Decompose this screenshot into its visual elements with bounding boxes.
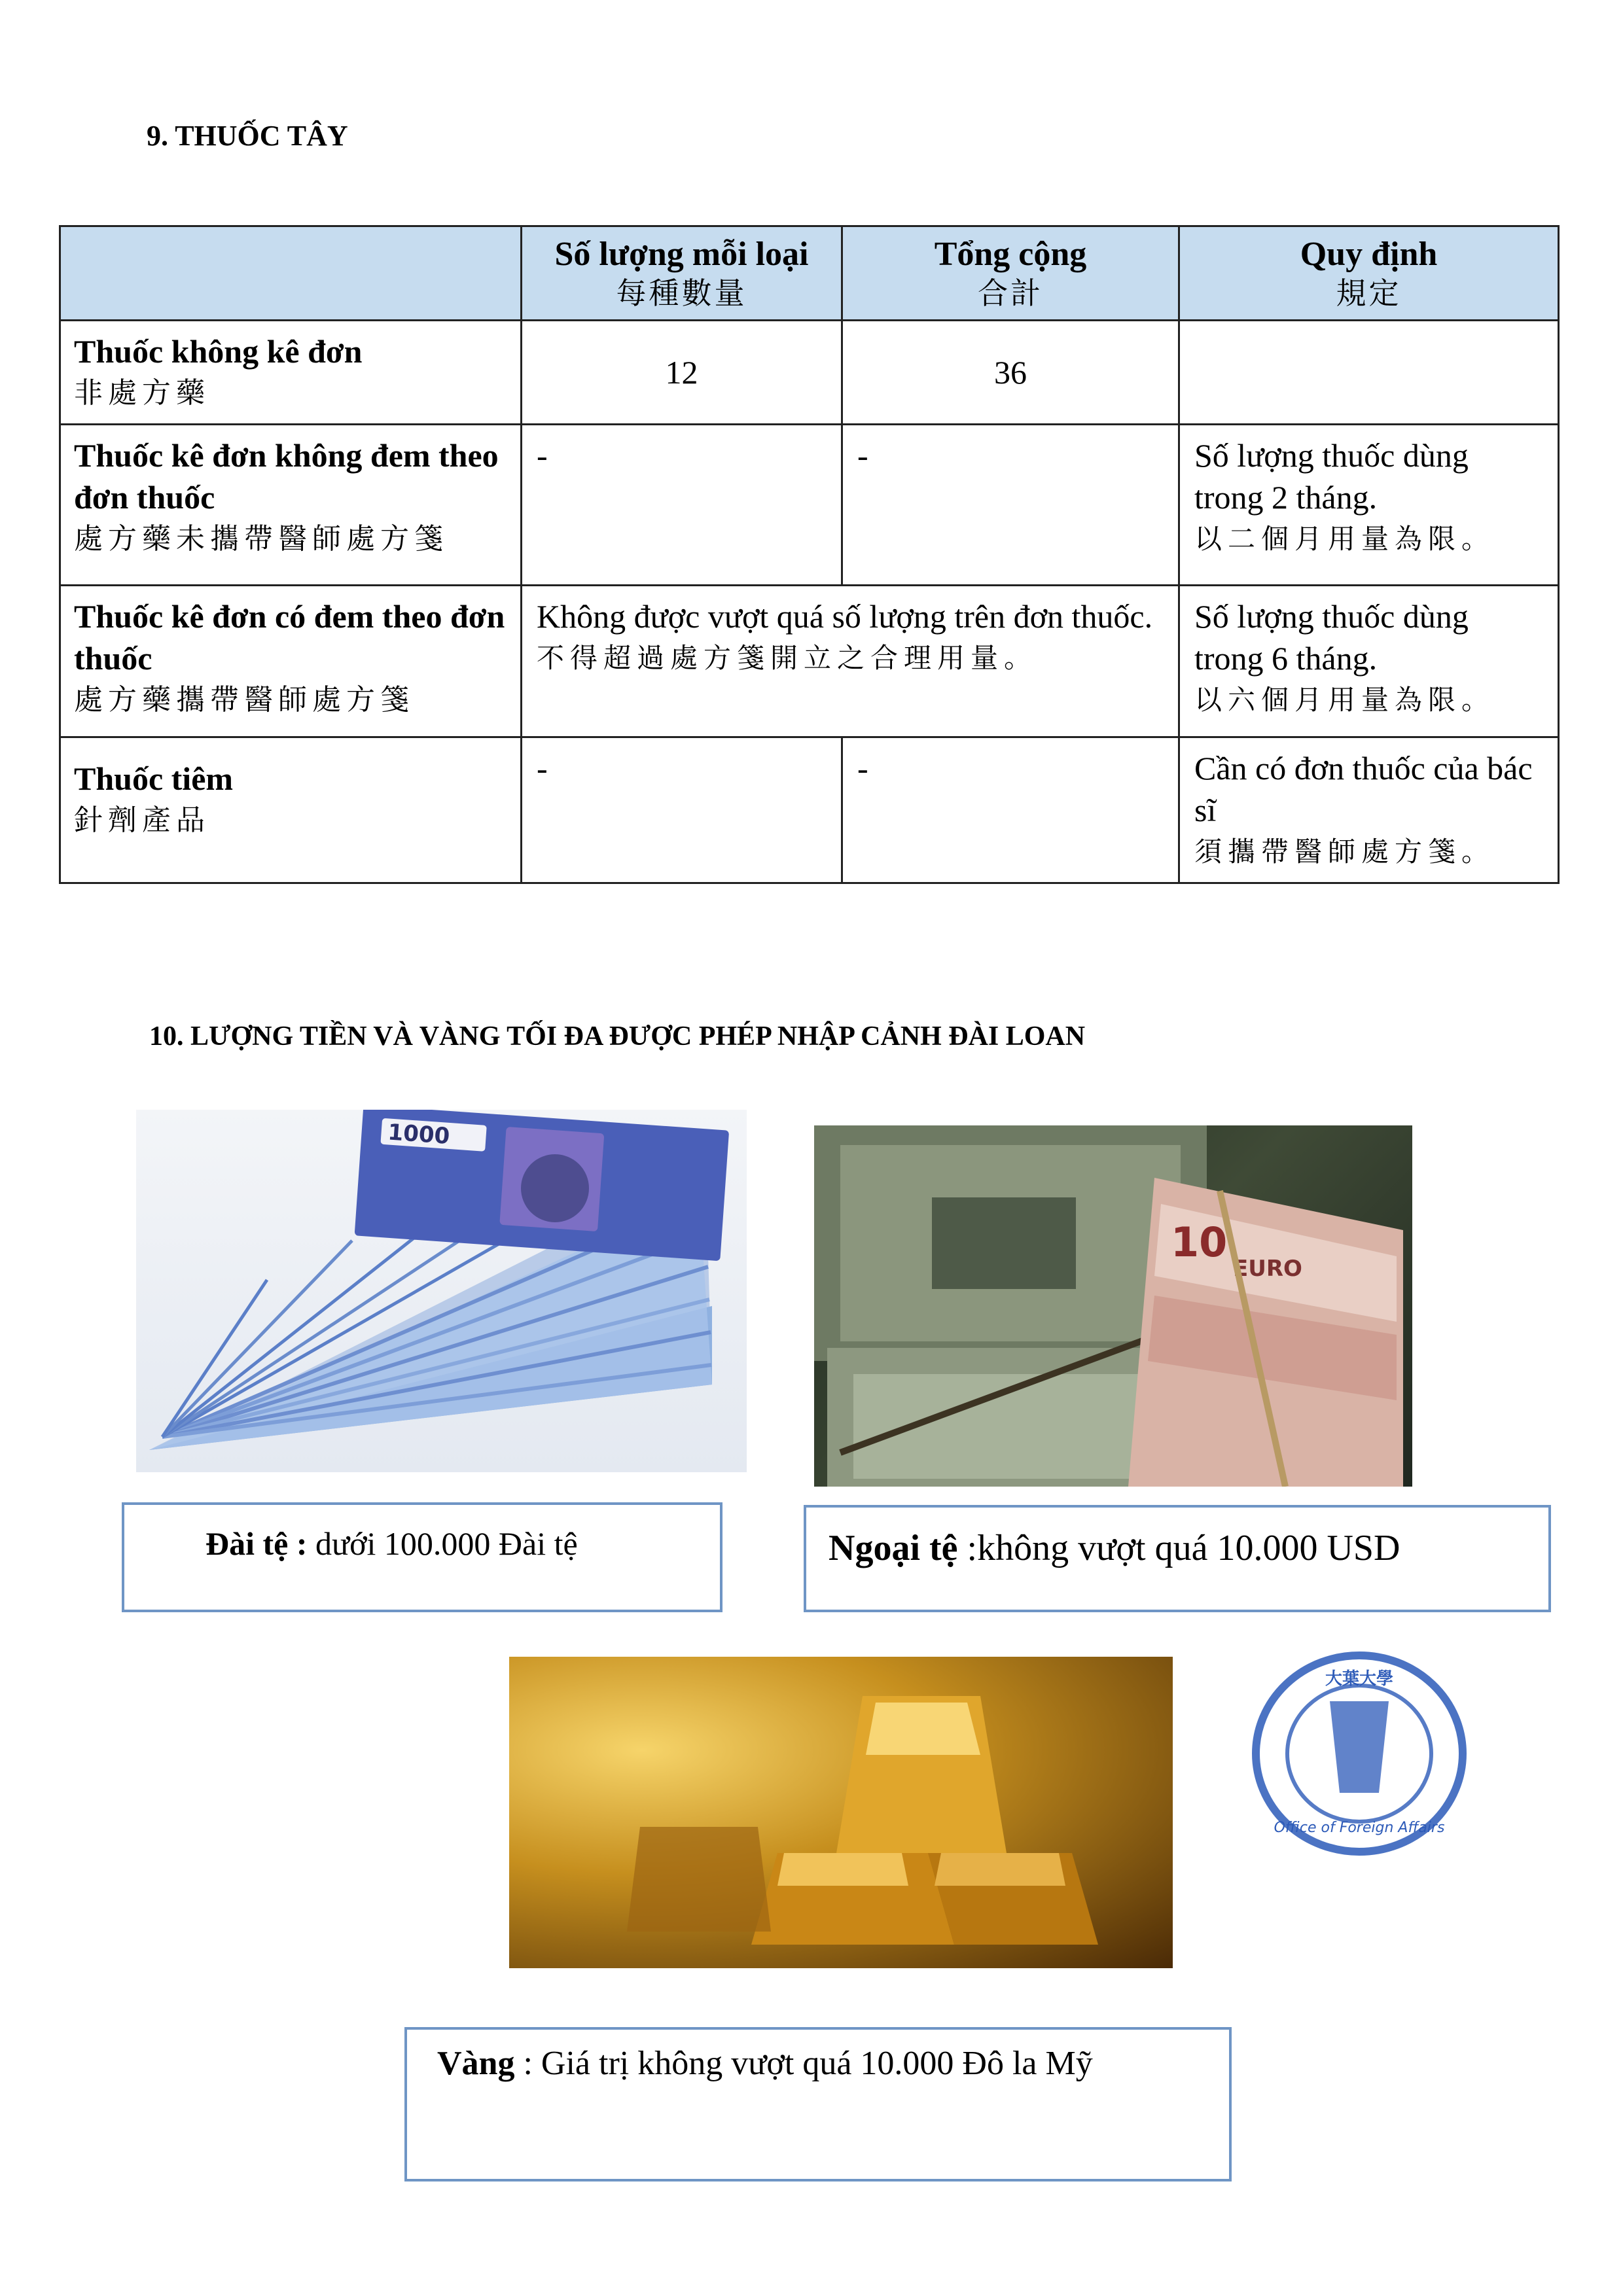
stamp-ring-text: Office of Foreign Affairs: [1274, 1820, 1445, 1836]
table-row: [60, 737, 1559, 883]
twd-limit-text: dưới 100.000 Đài tệ: [307, 1525, 578, 1562]
gold-bars-illustration: [509, 1657, 1173, 1968]
section-9-heading: 9. THUỐC TÂY: [147, 120, 348, 152]
euro-denomination: 10: [1171, 1218, 1228, 1266]
quantity-cell: 12: [522, 321, 842, 425]
stamp-top-text: 大葉大學: [1325, 1669, 1394, 1689]
gold-limit-box: [404, 2027, 1232, 2181]
medicine-table: [59, 225, 1560, 884]
foreign-limit-text: :không vượt quá 10.000 USD: [957, 1528, 1400, 1568]
twd-fan-illustration: [136, 1110, 747, 1472]
quantity-cell: -: [522, 425, 842, 586]
header-empty: [60, 226, 522, 321]
twd-banknotes-photo: [136, 1110, 747, 1472]
currency-stack-illustration: [814, 1125, 1412, 1487]
header-rule: Quy định 規定: [1179, 226, 1559, 321]
row-label: Thuốc kê đơn không đem theo đơn thuốc 處方藥未攜帶醫師處方箋: [60, 425, 522, 586]
rule-cell: Số lượng thuốc dùng trong 2 tháng. 以二個月用量為限。: [1179, 425, 1559, 586]
total-cell: -: [842, 737, 1179, 883]
header-quantity: Số lượng mỗi loại 每種數量: [522, 226, 842, 321]
gold-label: Vàng: [437, 2045, 515, 2082]
row-label: Thuốc kê đơn có đem theo đơn thuốc 處方藥攜帶醫師處方箋: [60, 586, 522, 737]
total-cell: 36: [842, 321, 1179, 425]
table-row: [60, 425, 1559, 586]
table-header-row: [60, 226, 1559, 321]
rule-cell: [1179, 321, 1559, 425]
quantity-cell: -: [522, 737, 842, 883]
row-label: Thuốc không kê đơn 非處方藥: [60, 321, 522, 425]
foreign-limit-box: [804, 1505, 1551, 1612]
foreign-label: Ngoại tệ: [829, 1528, 958, 1568]
section-10-heading: 10. LƯỢNG TIỀN VÀ VÀNG TỐI ĐA ĐƯỢC PHÉP NHẬP CẢNH ĐÀI LOAN: [149, 1021, 1086, 1051]
total-cell: -: [842, 425, 1179, 586]
header-total: Tổng cộng 合計: [842, 226, 1179, 321]
table-row: [60, 321, 1559, 425]
row-label: Thuốc tiêm 針劑產品: [60, 737, 522, 883]
rule-cell: Cần có đơn thuốc của bác sĩ 須攜帶醫師處方箋。: [1179, 737, 1559, 883]
euro-label: EURO: [1233, 1256, 1302, 1282]
foreign-currency-photo: [814, 1125, 1412, 1487]
table-row: [60, 586, 1559, 737]
rule-cell: Số lượng thuốc dùng trong 6 tháng. 以六個月用量為限。: [1179, 586, 1559, 737]
banknote-denomination: 1000: [387, 1119, 451, 1150]
twd-label: Đài tệ :: [205, 1525, 308, 1562]
gold-limit-text: : Giá trị không vượt quá 10.000 Đô la Mỹ: [514, 2045, 1093, 2082]
university-stamp: [1238, 1642, 1480, 1865]
merged-quantity-cell: Không được vượt quá số lượng trên đơn thuốc. 不得超過處方箋開立之合理用量。: [522, 586, 1179, 737]
stamp-seal: [1238, 1642, 1480, 1865]
gold-bars-photo: [509, 1657, 1173, 1968]
twd-limit-box: [122, 1502, 722, 1612]
